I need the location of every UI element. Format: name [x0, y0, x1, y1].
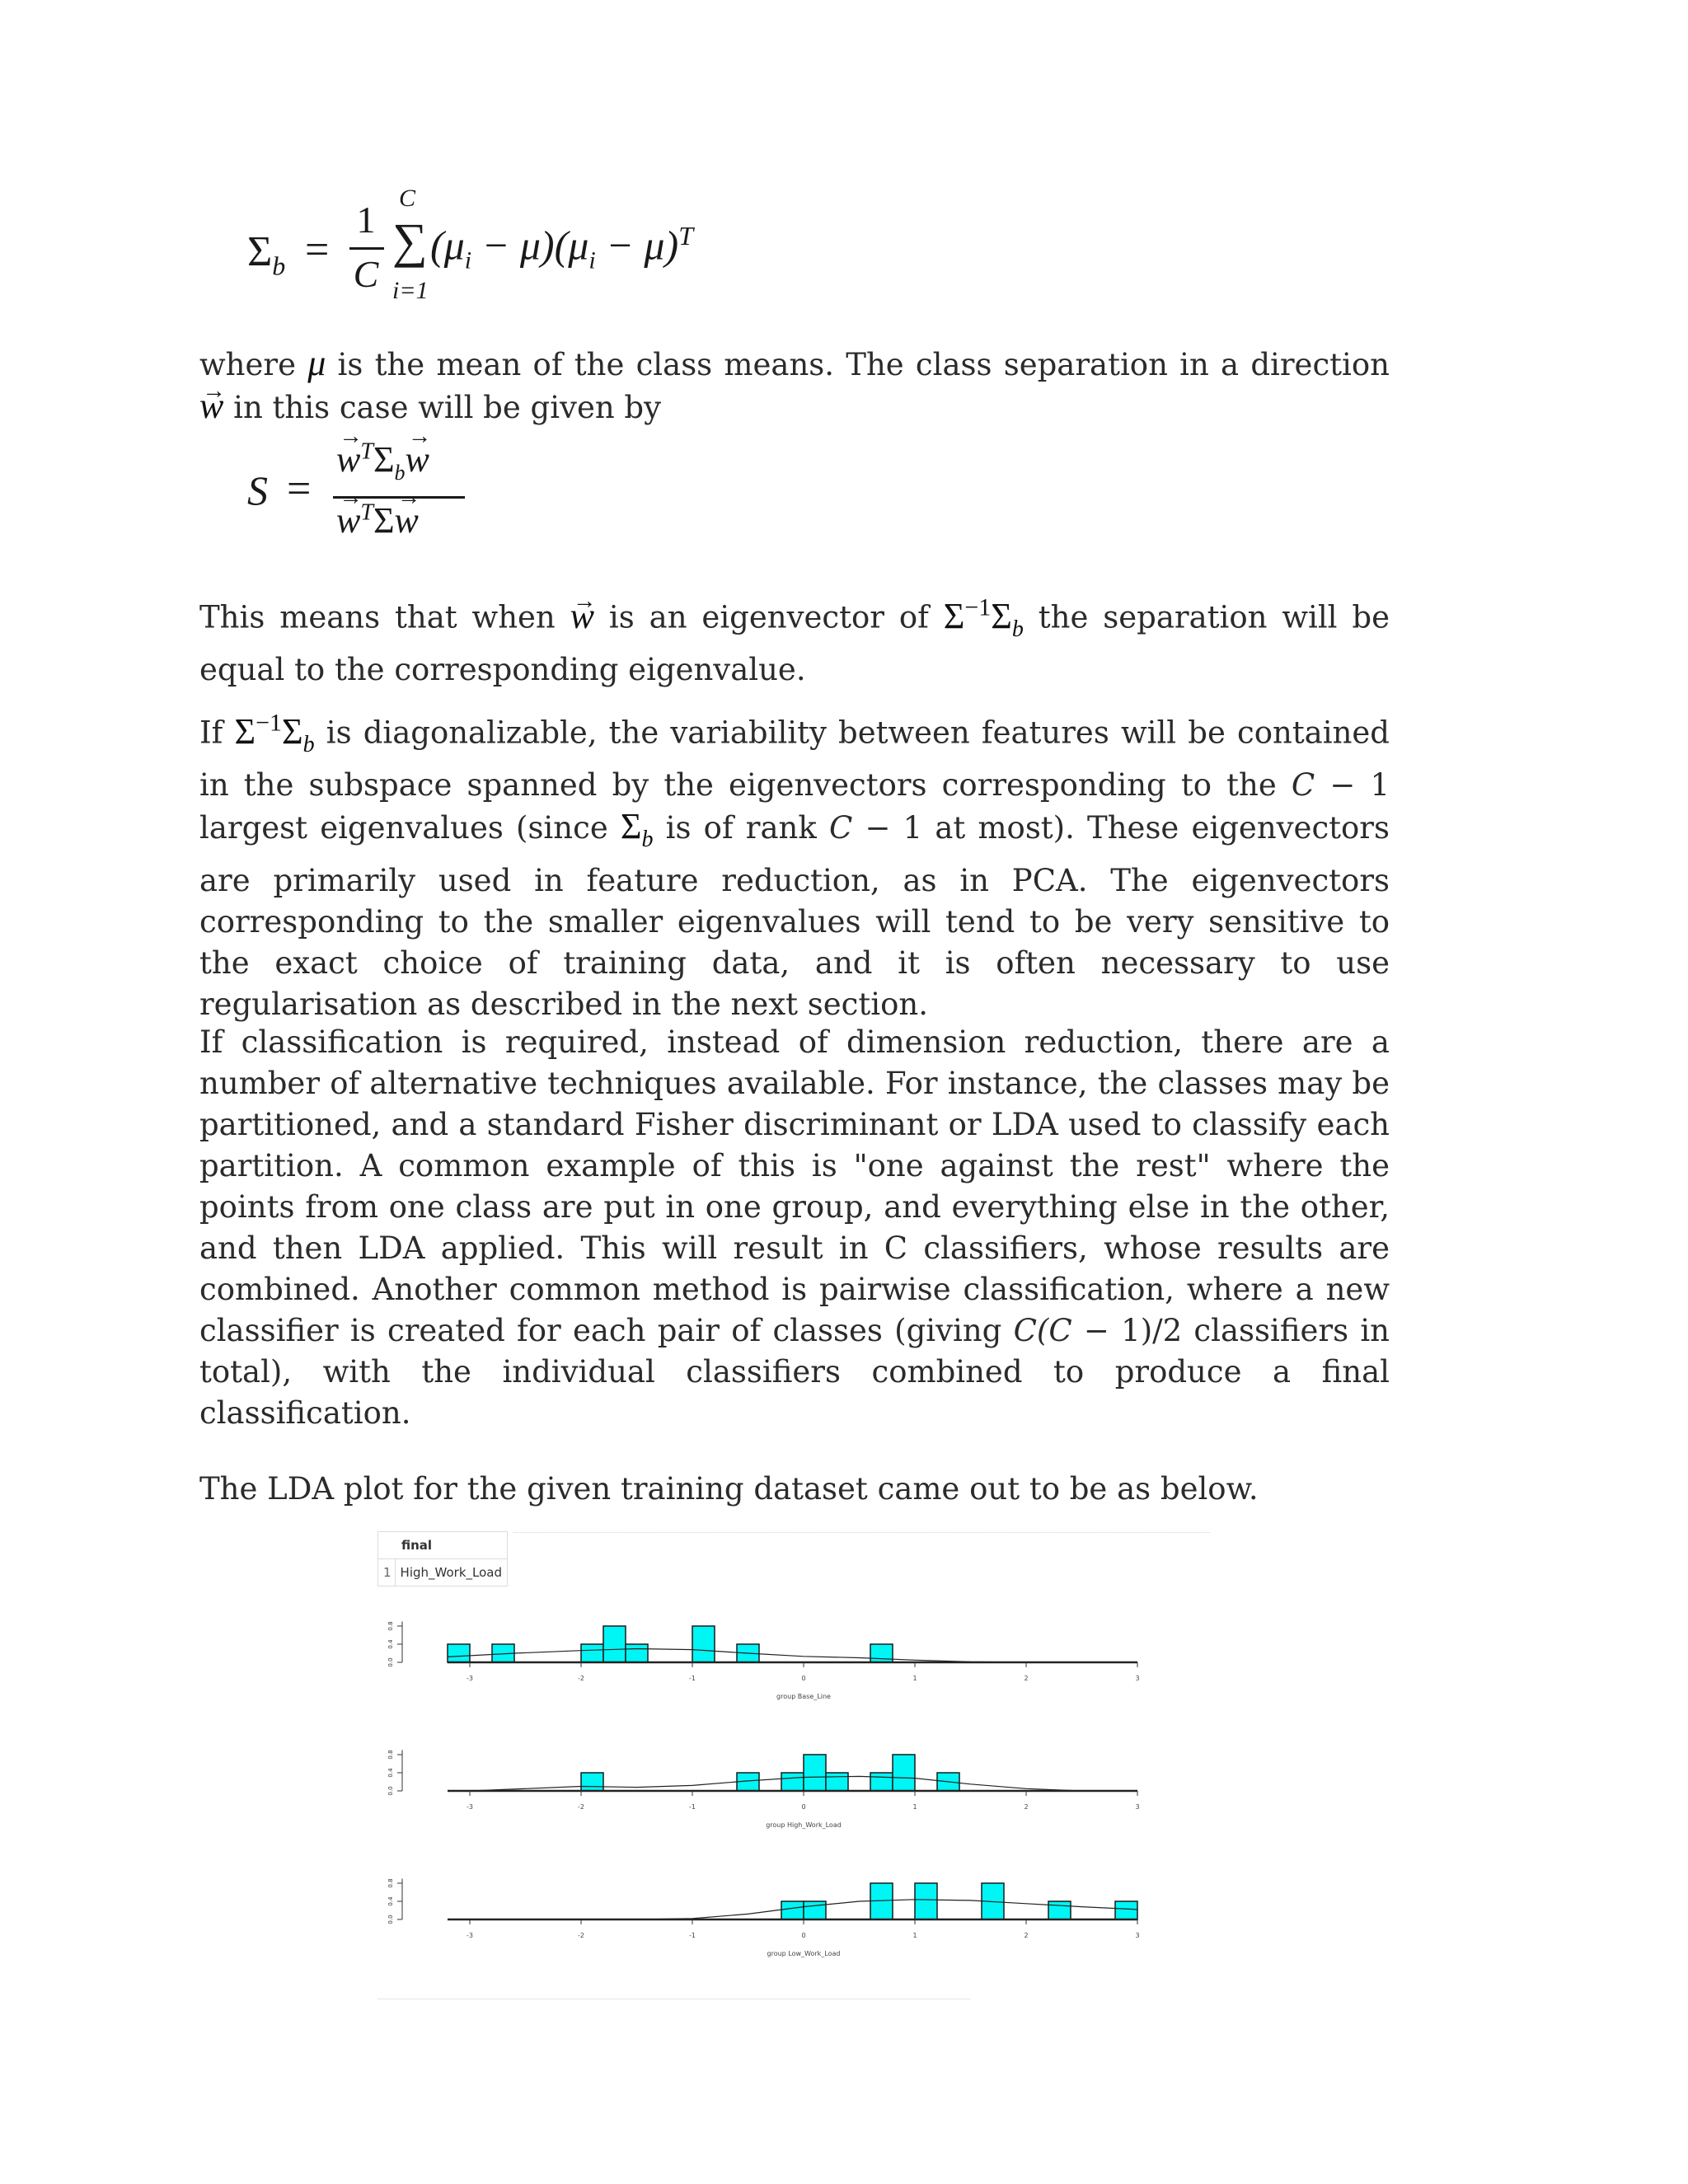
x-tick-label: 2	[1024, 1932, 1029, 1939]
paragraph-classification: If classification is required, instead of dimension reduction, there are a number of alternative techniques available. For instance, the classes may be partitioned, and a standard Fisher discriminant or LDA used to classify each partition. A common example of this is "one against the rest" where the points from one class are put in one group, and everything else in the other, and then LDA applied. This will result in C classifiers, whose results are combined. Another common method is pairwise classification, where a new classifier is created for each pair of classes (giving C(C − 1)/2 classifiers in total), with the individual classifiers combined to produce a final classification.	[199, 1024, 1390, 1431]
x-tick-label: 1	[912, 1932, 917, 1939]
x-tick-label: -3	[467, 1675, 473, 1682]
panel-xlabel: group Low_Work_Load	[767, 1950, 841, 1957]
x-tick-label: -1	[689, 1675, 696, 1682]
eq2-equals: =	[287, 466, 312, 513]
histogram-bar	[626, 1644, 648, 1662]
x-tick-label: 3	[1135, 1932, 1140, 1939]
y-tick-label: 0.8	[387, 1878, 394, 1888]
eq1-equals: =	[305, 227, 330, 274]
x-tick-label: 1	[912, 1803, 917, 1811]
paragraph-eigenvector: This means that when w → is an eigenvector of $\Sigma^{-1}\Sigma_b$ the separation will be equal to the corresponding eigenvalue.	[199, 587, 1390, 691]
histogram-bar	[1048, 1901, 1071, 1919]
lda-plot-figure	[377, 1529, 1212, 2003]
x-tick-label: -1	[689, 1932, 696, 1939]
mu-symbol: μ	[307, 343, 326, 383]
histogram-bar	[870, 1644, 893, 1662]
histogram-bar	[692, 1626, 715, 1662]
histogram-bar	[826, 1773, 848, 1791]
y-tick-label: 0.0	[387, 1915, 394, 1924]
x-tick-label: 2	[1024, 1803, 1029, 1811]
eq1-body: $(\mu_i - \mu)(\mu_i - \mu)^T$	[430, 221, 693, 274]
y-tick-label: 0.4	[387, 1768, 394, 1778]
vector-w: w →	[199, 386, 223, 427]
x-tick-label: 3	[1135, 1803, 1140, 1811]
eq1-frac-bar	[349, 247, 384, 250]
eq1-sum-top: C	[399, 185, 416, 212]
final-table-header: final	[378, 1532, 508, 1559]
histogram-bar	[870, 1773, 893, 1791]
x-tick-label: 0	[801, 1675, 806, 1682]
x-tick-label: -3	[467, 1932, 473, 1939]
y-tick-label: 0.4	[387, 1639, 394, 1649]
histogram-bar	[915, 1883, 937, 1919]
x-tick-label: 1	[912, 1675, 917, 1682]
y-tick-label: 0.0	[387, 1657, 394, 1667]
x-tick-label: 0	[801, 1803, 806, 1811]
final-table-value: High_Work_Load	[395, 1559, 507, 1586]
vector-w-2: w →	[570, 596, 594, 637]
histogram-bar	[804, 1755, 826, 1791]
eq1-frac-den: C	[353, 253, 379, 295]
y-tick-label: 0.4	[387, 1896, 394, 1906]
panel-xlabel: group Base_Line	[776, 1693, 831, 1700]
x-tick-label: -2	[578, 1932, 584, 1939]
y-tick-label: 0.0	[387, 1786, 394, 1796]
sigma-b-inline: $\Sigma_b$	[620, 806, 654, 853]
histogram-bar	[1115, 1901, 1137, 1919]
y-tick-label: 0.8	[387, 1621, 394, 1631]
eq1-lhs-sub: b	[272, 251, 286, 281]
x-tick-label: 3	[1135, 1675, 1140, 1682]
eq1-frac-num: 1	[356, 199, 376, 241]
x-tick-label: 0	[801, 1932, 806, 1939]
x-tick-label: -2	[578, 1675, 584, 1682]
paragraph-diagonalizable: If $\Sigma^{-1}\Sigma_b$ is diagonalizable, the variability between features will be contained in the subspace spanned by the eigenvectors corresponding to the C − 1 largest eigenvalues (since $\Sigma_b$ is of rank C − 1 at most). These eigenvectors are primarily used in feature reduction, as in PCA. The eigenvectors corresponding to the smaller eigenvalues will tend to be very sensitive to the exact choice of training data, and it is often necessary to use regularisation as described in the next section.	[199, 709, 1390, 1023]
eq1-sum-bottom: i=1	[392, 277, 429, 304]
eq2-denominator: w →$^T$Σw →	[336, 499, 419, 541]
y-tick-label: 0.8	[387, 1750, 394, 1760]
x-tick-label: 2	[1024, 1675, 1029, 1682]
histogram-bar	[893, 1755, 915, 1791]
sigma-inverse-sigma-b-2: $\Sigma^{-1}\Sigma_b$	[234, 709, 315, 757]
histogram-bar	[581, 1644, 603, 1662]
lda-histograms	[377, 1529, 1212, 2003]
x-tick-label: -3	[467, 1803, 473, 1811]
histogram-bar	[603, 1626, 626, 1662]
paragraph-mean-of-means: where μ is the mean of the class means. The class separation in a direction w → in this case will be given by	[199, 343, 1390, 429]
eq1-lhs: Σ	[247, 228, 273, 275]
sigma-inverse-sigma-b: $\Sigma^{-1}\Sigma_b$	[943, 593, 1024, 642]
eq1-sum-sign: ∑	[392, 213, 428, 268]
density-curve	[448, 1649, 1137, 1663]
histogram-bar	[781, 1773, 804, 1791]
eq2-numerator: $w \to^T\Sigma_bw$ →	[336, 438, 429, 485]
x-tick-label: -1	[689, 1803, 696, 1811]
histogram-bar	[581, 1773, 603, 1791]
histogram-bar	[781, 1901, 804, 1919]
eq2-lhs: S	[247, 467, 268, 513]
panel-xlabel: group High_Work_Load	[766, 1821, 842, 1829]
paragraph-lda-plot-intro: The LDA plot for the given training dataset came out to be as below.	[199, 1471, 1259, 1507]
final-table-index: 1	[378, 1559, 396, 1586]
histogram-bar	[804, 1901, 826, 1919]
x-tick-label: -2	[578, 1803, 584, 1811]
histogram-bar	[448, 1644, 470, 1662]
